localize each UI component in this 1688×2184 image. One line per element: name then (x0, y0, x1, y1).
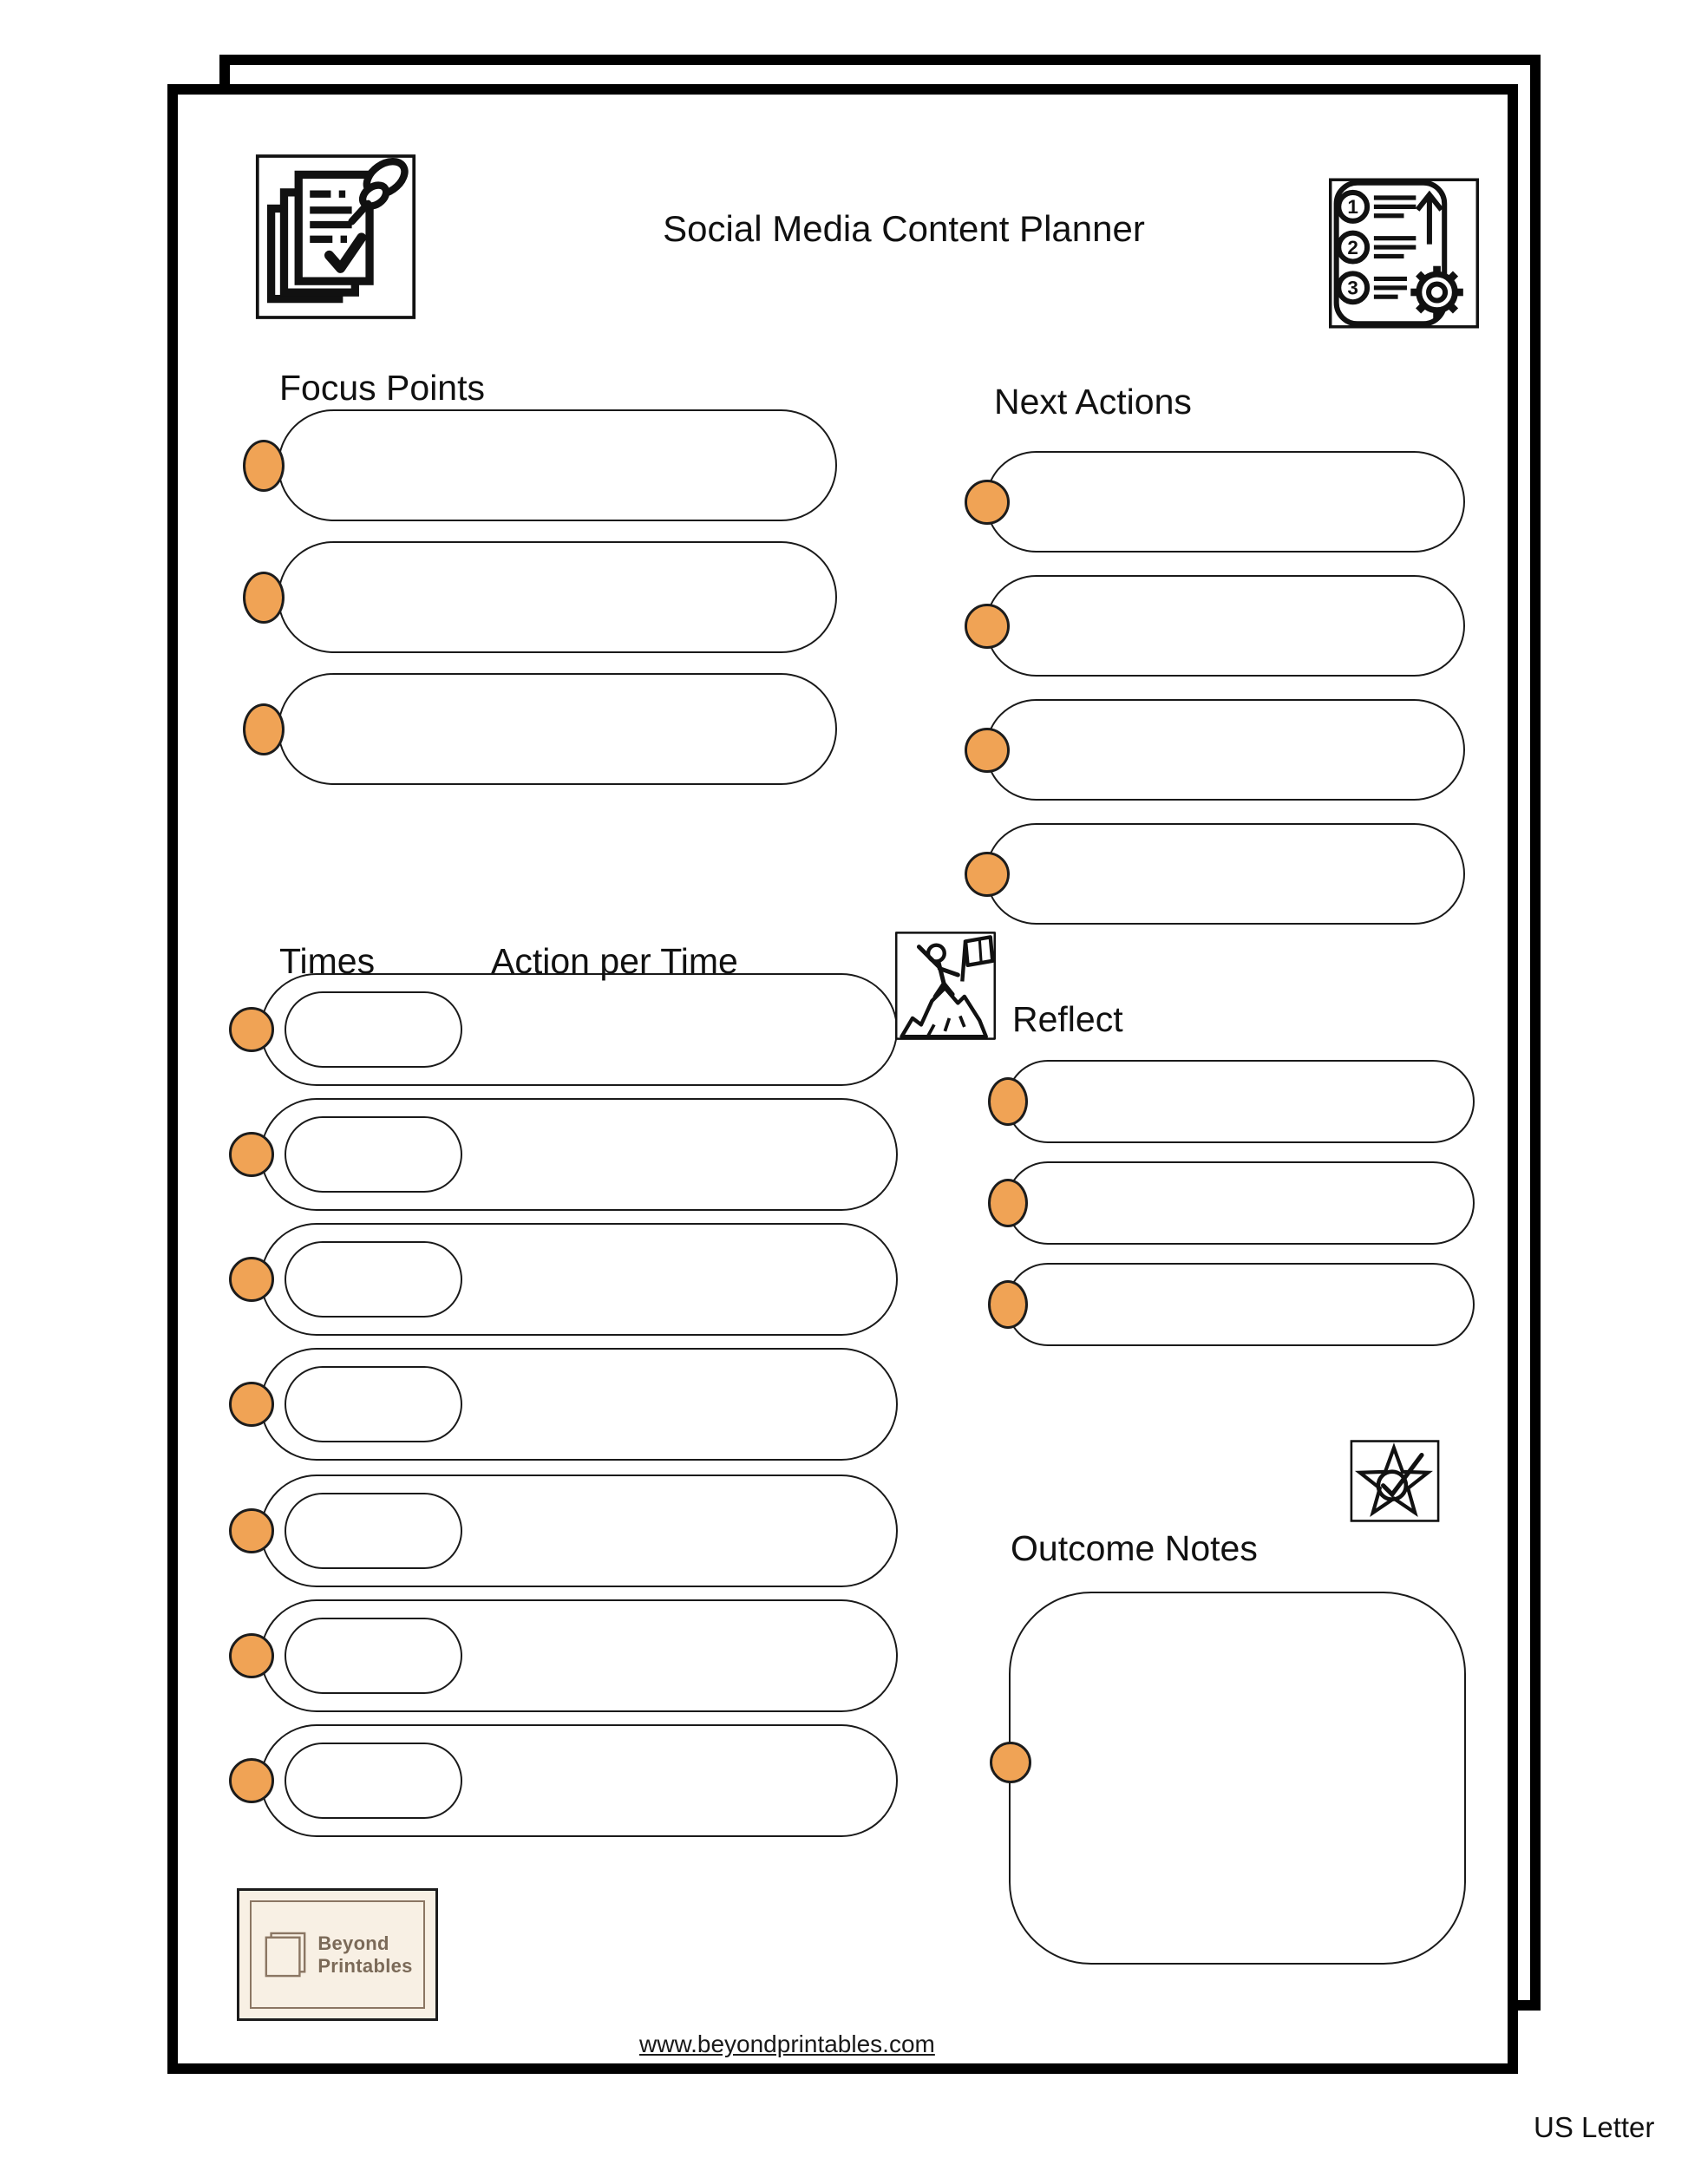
next-actions-heading: Next Actions (994, 382, 1192, 422)
focus-point-field[interactable] (278, 409, 837, 521)
bullet-dot (988, 1280, 1028, 1329)
footer-website-link[interactable]: www.beyondprintables.com (639, 2030, 935, 2057)
bullet-dot (990, 1742, 1031, 1783)
bullet-dot (243, 703, 285, 755)
svg-text:1: 1 (1347, 196, 1358, 219)
reflect-list (1006, 1060, 1475, 1364)
time-field[interactable] (285, 991, 462, 1068)
outcome-notes-heading: Outcome Notes (1011, 1528, 1258, 1568)
action-per-time-heading: Action per Time (491, 941, 738, 981)
time-field[interactable] (285, 1366, 462, 1442)
bullet-dot (988, 1179, 1028, 1227)
times-heading: Times (279, 941, 376, 981)
focus-point-field[interactable] (278, 673, 837, 785)
stacked-pages-icon (262, 1930, 309, 1980)
star-check-icon (1349, 1440, 1441, 1522)
bullet-dot (229, 1508, 274, 1553)
action-per-time-field[interactable] (260, 1348, 898, 1461)
mountain-climber-flag-icon (895, 932, 996, 1040)
brand-name: Beyond Printables (317, 1932, 413, 1977)
bullet-dot (988, 1077, 1028, 1126)
next-actions-list (985, 451, 1465, 947)
svg-text:2: 2 (1347, 236, 1358, 258)
time-field[interactable] (285, 1493, 462, 1569)
bullet-dot (229, 1382, 274, 1427)
next-action-field[interactable] (985, 575, 1465, 677)
action-per-time-field[interactable] (260, 1724, 898, 1837)
action-per-time-field[interactable] (260, 1223, 898, 1336)
bullet-dot (965, 604, 1010, 649)
brand-logo (237, 1888, 438, 2021)
focus-points-heading: Focus Points (279, 368, 485, 408)
bullet-dot (229, 1257, 274, 1302)
bullet-dot (229, 1633, 274, 1678)
svg-text:3: 3 (1347, 277, 1358, 299)
pinned-notes-icon (255, 154, 416, 320)
next-action-field[interactable] (985, 823, 1465, 925)
bullet-dot (965, 852, 1010, 897)
bullet-dot (965, 480, 1010, 525)
reflect-heading: Reflect (1012, 999, 1123, 1039)
numbered-steps-gear-icon (1329, 178, 1479, 329)
outcome-notes-field[interactable] (1009, 1592, 1466, 1965)
action-per-time-field[interactable] (260, 1475, 898, 1587)
bullet-dot (243, 440, 285, 492)
paper-size-label: US Letter (1534, 2111, 1655, 2143)
time-field[interactable] (285, 1116, 462, 1193)
time-field[interactable] (285, 1618, 462, 1694)
page-title: Social Media Content Planner (663, 208, 1145, 249)
brand-logo-frame (250, 1900, 425, 2009)
times-list (260, 973, 898, 1849)
bullet-dot (229, 1132, 274, 1177)
time-field[interactable] (285, 1241, 462, 1318)
reflect-field[interactable] (1006, 1161, 1475, 1245)
bullet-dot (965, 728, 1010, 773)
bullet-dot (243, 572, 285, 624)
action-per-time-field[interactable] (260, 1098, 898, 1211)
reflect-field[interactable] (1006, 1263, 1475, 1346)
bullet-dot (229, 1007, 274, 1052)
time-field[interactable] (285, 1743, 462, 1819)
action-per-time-field[interactable] (260, 973, 898, 1086)
action-per-time-field[interactable] (260, 1599, 898, 1712)
next-action-field[interactable] (985, 699, 1465, 801)
reflect-field[interactable] (1006, 1060, 1475, 1143)
focus-point-field[interactable] (278, 541, 837, 653)
next-action-field[interactable] (985, 451, 1465, 553)
focus-points-list (278, 409, 837, 805)
bullet-dot (229, 1758, 274, 1803)
